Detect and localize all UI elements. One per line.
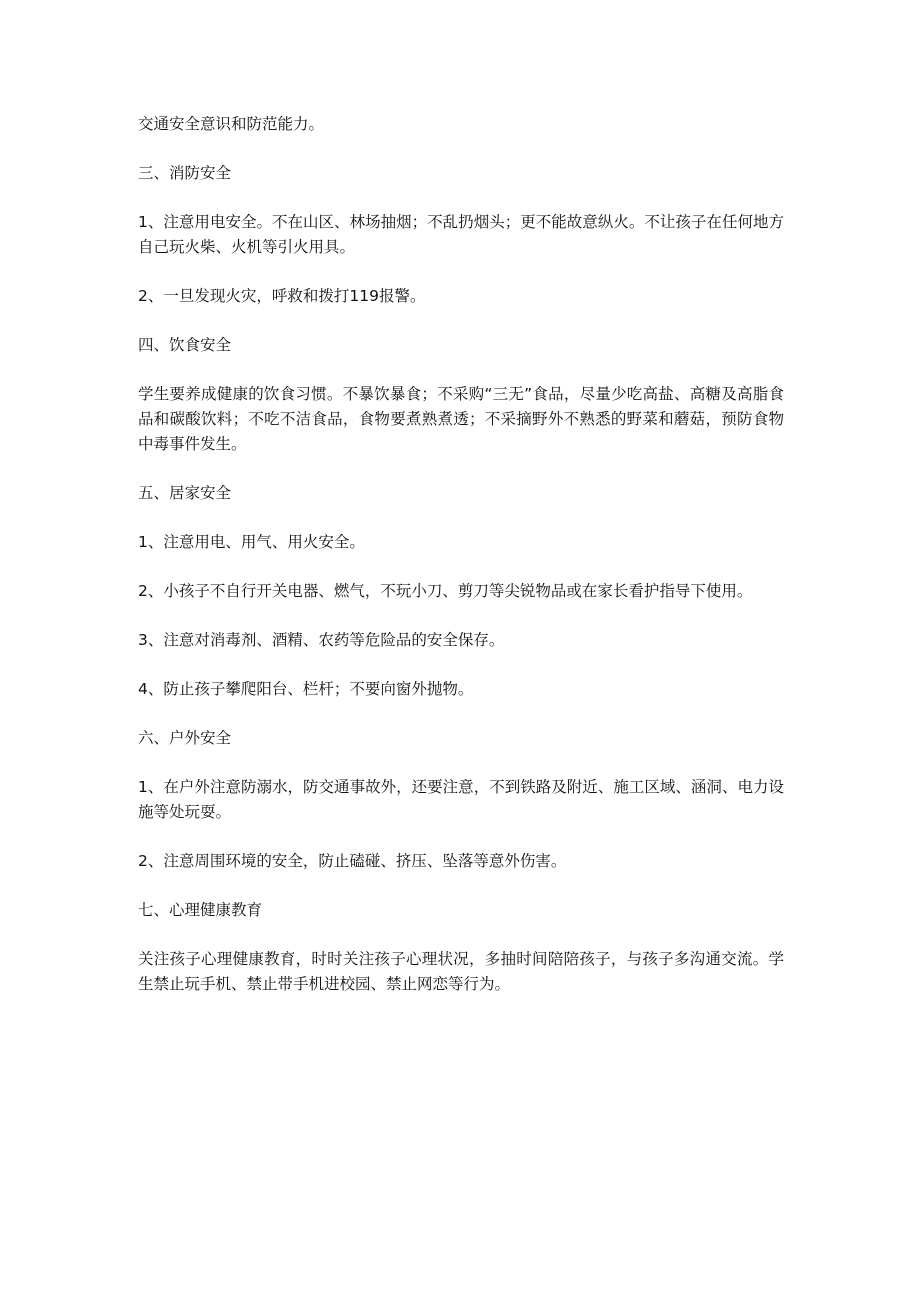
paragraph-home-4: 4、防止孩子攀爬阳台、栏杆；不要向窗外抛物。 bbox=[138, 680, 474, 698]
paragraph-intro-tail: 交通安全意识和防范能力。 bbox=[138, 115, 325, 133]
section-heading-fire-safety: 三、消防安全 bbox=[138, 164, 232, 182]
paragraph-food: 学生要养成健康的饮食习惯。不暴饮暴食；不采购“三无”食品，尽量少吃高盐、高糖及高脂食品和碳酸饮料；不吃不洁食品，食物要煮熟煮透；不采摘野外不熟悉的野菜和蘑菇，预防食物中毒事件发生。 bbox=[138, 385, 784, 453]
document-body bbox=[138, 112, 784, 1021]
paragraph-mental-health: 关注孩子心理健康教育，时时关注孩子心理状况，多抽时间陪陪孩子，与孩子多沟通交流。学生禁止玩手机、禁止带手机进校园、禁止网恋等行为。 bbox=[138, 950, 784, 993]
section-heading-mental-health: 七、心理健康教育 bbox=[138, 901, 263, 919]
section-heading-home-safety: 五、居家安全 bbox=[138, 484, 232, 502]
paragraph-home-2: 2、小孩子不自行开关电器、燃气，不玩小刀、剪刀等尖锐物品或在家长看护指导下使用。 bbox=[138, 582, 753, 600]
paragraph-home-3: 3、注意对消毒剂、酒精、农药等危险品的安全保存。 bbox=[138, 631, 505, 649]
paragraph-home-1: 1、注意用电、用气、用火安全。 bbox=[138, 533, 365, 551]
section-heading-food-safety: 四、饮食安全 bbox=[138, 336, 232, 354]
paragraph-outdoor-2: 2、注意周围环境的安全，防止磕碰、挤压、坠落等意外伤害。 bbox=[138, 852, 567, 870]
paragraph-fire-1: 1、注意用电安全。不在山区、林场抽烟；不乱扔烟头；更不能故意纵火。不让孩子在任何地方自己玩火柴、火机等引火用具。 bbox=[138, 213, 784, 256]
section-heading-outdoor-safety: 六、户外安全 bbox=[138, 729, 232, 747]
paragraph-outdoor-1: 1、在户外注意防溺水，防交通事故外，还要注意，不到铁路及附近、施工区域、涵洞、电力设施等处玩耍。 bbox=[138, 778, 784, 821]
paragraph-fire-2: 2、一旦发现火灾，呼救和拨打119报警。 bbox=[138, 287, 426, 305]
